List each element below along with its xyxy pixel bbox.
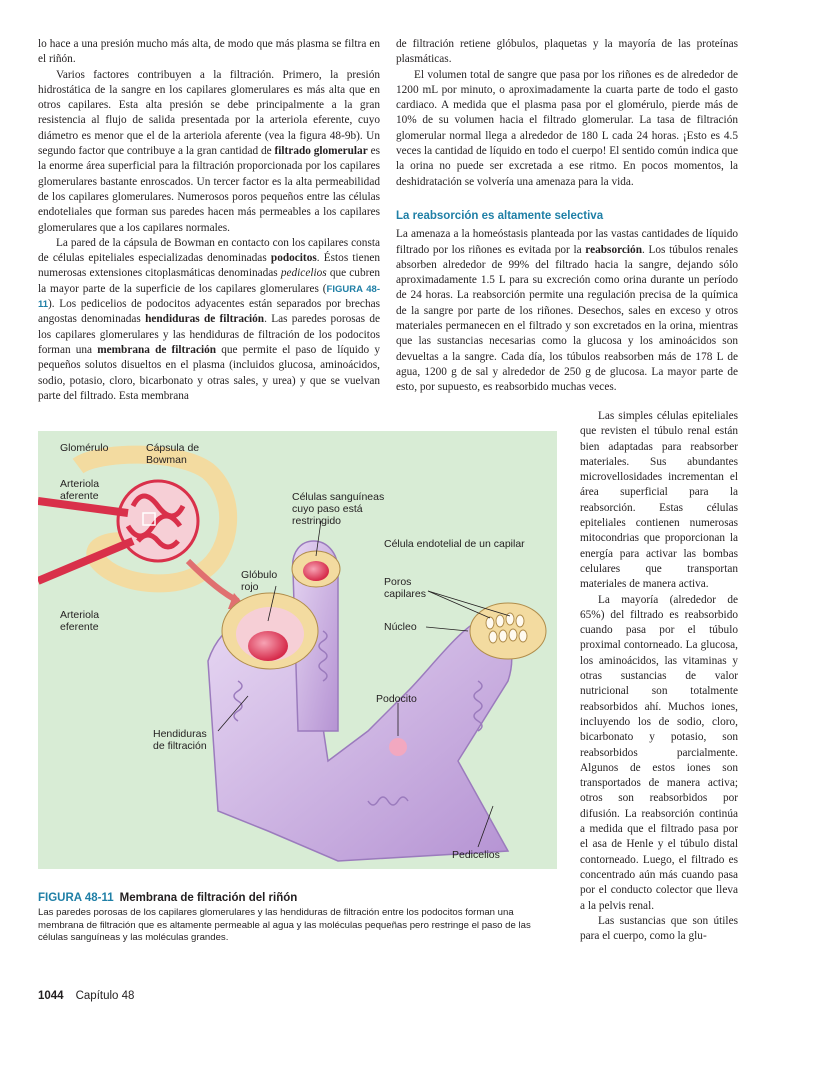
narrow-paragraph-1: Las simples células epiteliales que revisten el túbulo renal están bien adaptadas para reabsorber materiales. Sus abundantes microvellosidades incrementan el área superficial para la reabsorción. Estas células epiteliales contienen numerosas mitocondrias que proporcionan la energía para activar las bombas celulares que transportan materiales de manera activa. [580,410,738,591]
right-paragraph-2: El volumen total de sangre que pasa por los riñones es de alrededor de 1200 mL por minuto, o aproximadamente la cuarta parte de todo el gasto cardiaco. A medida que el plasma pasa por el glomérulo, pierde más de 10% de su volumen hacia el filtrado glomerular. La tasa de filtración glomerular normal llega a alrededor de 180 L cada 24 horas. ¡Esto es 4.5 veces la cantidad de líquido en todo el cuerpo! El sentido común indica que la orina no puede ser excretada a ese ritmo. En pocos momentos, la deshidratación se volvería una amenaza para la vida. [396,68,738,188]
label-eferente-1: Arteriola [60,609,100,621]
label-glomerulo: Glomérulo [60,442,109,454]
left-paragraph-3: La pared de la cápsula de Bowman en contacto con los capilares consta de células epiteliales especializadas denominadas podocitos. Éstos tienen numerosas extensiones citoplasmáticas denominadas pedicelios que cubren la mayor parte de la superficie de los capilares glomerulares (FIGURA 48-11). Los pedicelios de podocitos adyacentes están separados por brechas angostas denominadas hendiduras de filtración. Las paredes porosas de los capilares glomerulares y las hendiduras de filtración de los podocitos forman una membrana de filtración que permite el paso de líquido y pequeños solutos disueltos en el plasma (incluidos glucosa, aminoácidos, sodio, potasio, cloro, bicarbonato y otras sales, y urea) y que se vuelvan parte del filtrado. Esta membrana [38,236,381,402]
chapter-label: Capítulo 48 [75,990,135,1002]
label-hendiduras-1: Hendiduras [153,728,207,740]
label-celulas-3: restringido [292,515,342,527]
left-text-column [38,37,380,404]
narrow-paragraph-2: La mayoría (alrededor de 65%) del filtrado es reabsorbido cuando pasa por el túbulo proximal contorneado. La glucosa, los aminoácidos, las vitaminas y otras sustancias de valor nutricional son totalmente reabsorbidos ahí. Muchos iones, incluyendo los de sodio, cloro, bicarbonato y potasio, son reabsorbidos parcialmente. Algunos de estos iones son transportados de manera activa; otros son reabsorbidos por difusión. La reabsorción continúa a medida que el filtrado pasa por el asa de Henle y el túbulo distal contorneado. Luego, el filtrado es concentrado aún más cuando pasa por el conducto colector que lleva a la pelvis renal. [580,593,738,912]
label-endotelial: Célula endotelial de un capilar [384,538,525,550]
label-poros-1: Poros [384,576,412,588]
right-narrow-column [580,409,738,944]
right-paragraph-3: La amenaza a la homeóstasis planteada por las vastas cantidades de líquido filtrado por los riñones es evitada por la reabsorción. Los túbulos renales absorben alrededor de 99% del filtrado hacia la sangre, dejando sólo aproximadamente 1.5 L para su excreción como orina durante un período de 24 horas. La reabsorción permite una regulación precisa de la química de la sangre por parte de los riñones. Desechos, sales en exceso y otros materiales permanecen en el filtrado y son excretados en la orina, mientras que las sustancias necesarias como la glucosa y los aminoácidos son devueltas a la sangre. Cada día, los túbulos reabsorben más de 178 L de agua, 1200 g de sal y alrededor de 250 g de glucosa. La mayor parte de esto, por supuesto, es reabsorbido muchas veces. [396,228,739,394]
left-paragraph-1: lo hace a una presión mucho más alta, de modo que más plasma se filtra en el riñón. [38,38,380,66]
right-paragraph-1: de filtración retiene glóbulos, plaquetas y la mayoría de las proteínas plasmáticas. [396,38,738,66]
page-footer [38,990,134,1002]
label-aferente-1: Arteriola [60,478,100,490]
label-aferente-2: aferente [60,490,99,502]
label-hendiduras-2: de filtración [153,740,207,752]
label-nucleo: Núcleo [384,621,417,633]
label-poros-2: capilares [384,588,427,600]
label-celulas-1: Células sanguíneas [292,491,385,503]
left-paragraph-2: Varios factores contribuyen a la filtración. Primero, la presión hidrostática de la sangre en los capilares glomerulares es más alta que en otros capilares. Esta alta presión se debe principalmente a la gran resistencia al flujo de salida presentada por la arteriola eferente, cuyo diámetro es menor que el de la arteriola aferente (vea la figura 48-9b). Un segundo factor que contribuye a la gran cantidad de filtrado glomerular es la enorme área superficial para la filtración proporcionada por los capilares glomerulares bastante enroscados. Un tercer factor es la alta permeabilidad de los capilares glomerulares. Numerosos poros pequeños entre las células endoteliales que forman sus paredes hacen más permeables a los capilares glomerulares que a los capilares normales. [38,68,380,234]
caption-body: Las paredes porosas de los capilares glomerulares y las hendiduras de filtración entre los podocitos forman una membrana de filtración que es altamente permeable al agua y las moléculas pequeñas pero restringe el paso de las células sanguíneas y las moléculas grandes. [38,907,531,944]
label-podocito: Podocito [376,693,417,705]
label-celulas-2: cuyo paso está [292,503,363,515]
right-text-column [396,37,738,396]
label-globulo-1: Glóbulo [241,569,278,581]
narrow-paragraph-3: Las sustancias que son útiles para el cuerpo, como la glu- [580,914,738,943]
label-pedicelios: Pedicelios [452,849,500,861]
label-globulo-2: rojo [241,581,259,593]
section-heading: La reabsorción es altamente selectiva [396,209,604,222]
page-number: 1044 [38,990,64,1002]
figure-illustration [38,431,557,869]
figure-caption [38,892,557,945]
label-capsula-2: Bowman [146,454,187,466]
caption-title: FIGURA 48-11 Membrana de filtración del riñón [38,892,298,904]
label-eferente-2: eferente [60,621,99,633]
figure-reference-link[interactable]: FIGURA 48-11 [38,283,381,311]
label-capsula-1: Cápsula de [146,442,200,454]
